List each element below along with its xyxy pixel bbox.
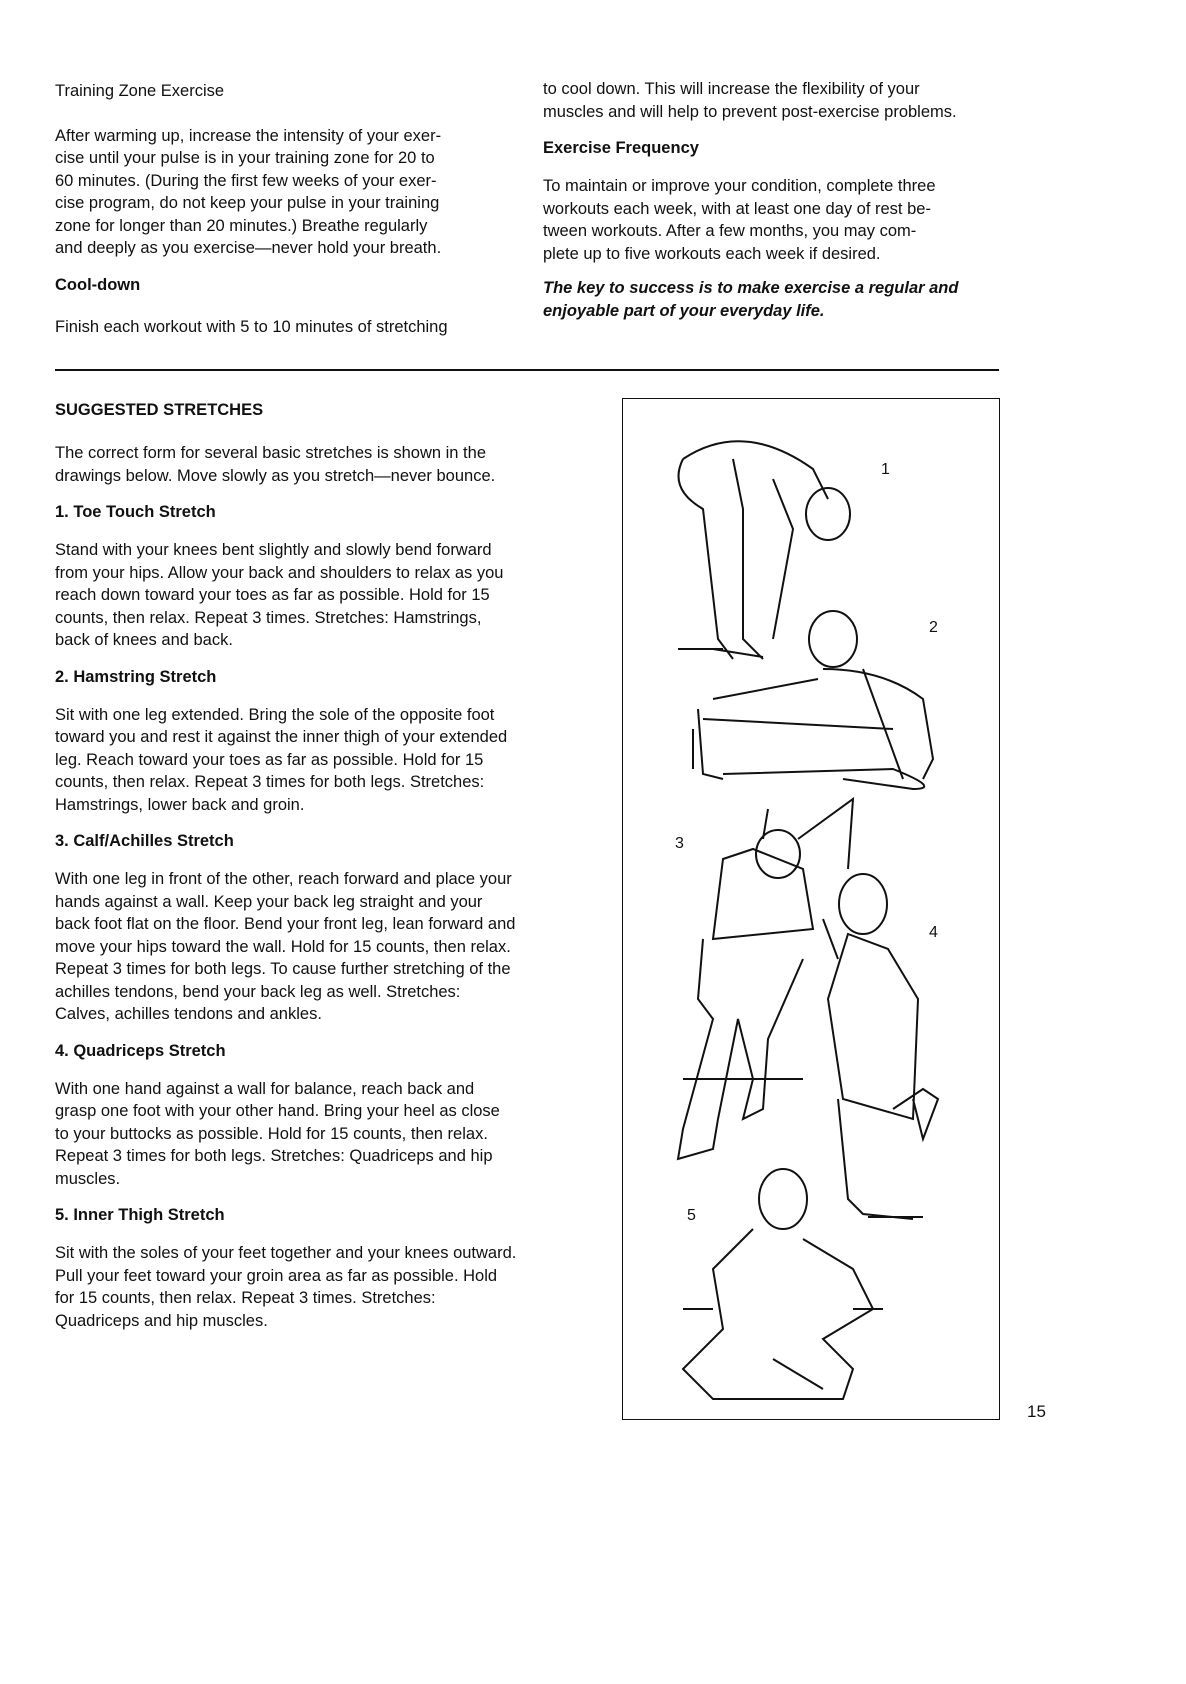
figure-label-2: 2 [929,619,938,636]
figure-label-4: 4 [929,924,938,941]
text-line: tween workouts. After a few months, you may com- [543,222,917,240]
stretch-title: 2. Hamstring Stretch [55,667,217,686]
text-line: counts, then relax. Repeat 3 times for both legs. Stretches: [55,773,485,791]
stretch-item [55,652,615,817]
stretch-illustrations [622,398,1000,1420]
training-zone-text [55,125,525,260]
text-line: hands against a wall. Keep your back leg straight and your [55,892,483,911]
figure-label-3: 3 [675,835,684,852]
text-line: Hamstrings, lower back and groin. [55,795,305,814]
cooldown-heading: Cool-down [55,275,141,294]
text-line: for 15 counts, then relax. Repeat 3 times. Stretches: [55,1289,436,1307]
text-line: Sit with one leg extended. Bring the sole of the opposite foot [55,705,495,724]
key-to-success-text [543,277,1003,322]
text-line: Sit with the soles of your feet together and your knees outward. [55,1244,517,1262]
page-number: 15 [1027,1402,1046,1421]
cooldown-text [55,316,525,339]
text-line: from your hips. Allow your back and shoulders to relax as you [55,563,504,582]
stretch-item [55,1026,615,1191]
text-line: and deeply as you exercise—never hold your breath. [55,239,442,257]
text-line: The key to success is to make exercise a regular and [543,279,959,297]
training-zone-heading: Training Zone Exercise [55,82,225,100]
stretch-item [55,487,615,652]
text-line: To maintain or improve your condition, complete three [543,177,936,195]
figure-quadriceps [823,874,938,1219]
text-line: Repeat 3 times for both legs. Stretches: Quadriceps and hip [55,1147,493,1165]
stretch-title: 3. Calf/Achilles Stretch [55,832,234,850]
text-line: drawings below. Move slowly as you stretch—never bounce. [55,466,496,485]
section-divider [55,369,999,371]
stretches-heading: SUGGESTED STRETCHES [55,401,264,419]
text-line: move your hips toward the wall. Hold for 15 counts, then relax. [55,937,511,956]
text-line: back foot flat on the floor. Bend your front leg, lean forward and [55,915,516,933]
stretches-section [55,399,615,1332]
text-line: Quadriceps and hip muscles. [55,1311,268,1330]
figure-label-1: 1 [881,461,890,478]
text-line: zone for longer than 20 minutes.) Breathe regularly [55,216,428,235]
figure-toe-touch [678,441,850,659]
frequency-text [543,175,1003,265]
stretch-title: 5. Inner Thigh Stretch [55,1206,225,1224]
text-line: cise program, do not keep your pulse in your training [55,194,440,212]
stretch-title: 4. Quadriceps Stretch [55,1041,226,1060]
frequency-heading: Exercise Frequency [543,139,699,157]
text-line: reach down toward your toes as far as possible. Hold for 15 [55,586,490,604]
text-line: The correct form for several basic stretches is shown in the [55,444,486,462]
figure-hamstring [693,611,933,789]
text-line: Finish each workout with 5 to 10 minutes of stretching [55,317,448,336]
text-line: plete up to five workouts each week if desired. [543,244,881,263]
text-line: workouts each week, with at least one day of rest be- [543,199,931,218]
text-line: Repeat 3 times for both legs. To cause further stretching of the [55,960,511,978]
stretch-title: 1. Toe Touch Stretch [55,503,216,521]
stretch-item [55,816,615,1026]
text-line: muscles and will help to prevent post-exercise problems. [543,102,957,121]
text-line: achilles tendons, bend your back leg as well. Stretches: [55,982,461,1001]
text-line: enjoyable part of your everyday life. [543,301,825,320]
stretch-drawings [623,399,999,1419]
text-line: counts, then relax. Repeat 3 times. Stretches: Hamstrings, [55,608,482,627]
text-line: toward you and rest it against the inner thigh of your extended [55,728,508,746]
text-line: to cool down. This will increase the flexibility of your [543,80,920,98]
text-line: grasp one foot with your other hand. Bring your heel as close [55,1102,500,1120]
text-line: 60 minutes. (During the first few weeks of your exer- [55,171,437,190]
text-line: With one hand against a wall for balance, reach back and [55,1079,475,1098]
text-line: cise until your pulse is in your training zone for 20 to [55,149,435,167]
stretch-list [55,487,615,1332]
figure-label-5: 5 [687,1207,696,1224]
cooldown-continued-text [543,78,1003,123]
text-line: Calves, achilles tendons and ankles. [55,1005,322,1023]
figure-calf-achilles [678,799,853,1159]
text-line: Stand with your knees bent slightly and slowly bend forward [55,541,492,559]
text-line: Pull your feet toward your groin area as far as possible. Hold [55,1266,498,1285]
text-line: to your buttocks as possible. Hold for 15 counts, then relax. [55,1124,488,1143]
text-line: back of knees and back. [55,631,233,649]
top-right-column [543,78,1003,322]
stretches-intro [55,442,615,487]
text-line: leg. Reach toward your toes as far as possible. Hold for 15 [55,750,484,769]
top-left-column [55,80,525,338]
text-line: After warming up, increase the intensity of your exer- [55,126,442,145]
text-line: With one leg in front of the other, reach forward and place your [55,870,512,888]
text-line: muscles. [55,1169,121,1188]
stretch-item [55,1190,615,1332]
